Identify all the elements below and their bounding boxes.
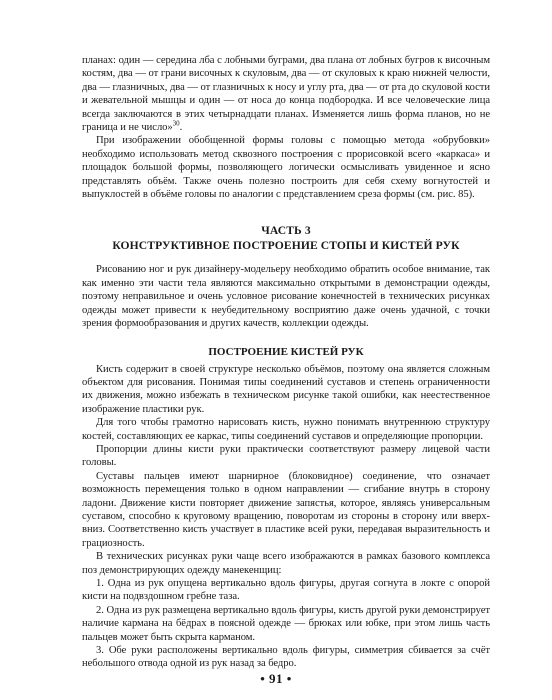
- section-title: ПОСТРОЕНИЕ КИСТЕЙ РУК: [208, 345, 364, 358]
- page-number: • 91 •: [260, 671, 292, 686]
- section-paragraph: В технических рисунках руки чаще всего изображаются в рамках базового комплекса поз демонстрирующих одежду манекенщиц:: [82, 551, 490, 576]
- list-item-3: 3. Обе руки расположены вертикально вдоль фигуры, симметрия сбивается за счёт небольшого отвода одной из рук назад за бедро.: [82, 645, 490, 670]
- page-content: [82, 54, 490, 671]
- intro-paragraph-1-text: планах: один — середина лба с лобными буграми, два плана от лобных бугров к височным костям, два — от грани височных к скуловым, два — от скуловых к краю нижней челюсти, два — глазничных, два — от глазничных к носу и углу рта, два — от рта до скуловой кости и жевательной мышцы и один — от носа до конца подбородка. И все человеческие лица всегда заключаются в этих четырнадцати планах. Изменяется лишь форма планов, но не граница и не число»: [82, 55, 490, 134]
- section-paragraph: Кисть содержит в своей структуре несколько объёмов, поэтому она является сложным объектом для рисования. Понимая типы соединений суставов и степень ограниченности их движения, можно избежать в техническом рисунке такой ошибки, как неестественное изображение пластики рук.: [82, 363, 490, 415]
- part-label: ЧАСТЬ 3: [261, 224, 311, 238]
- list-item-2: 2. Одна из рук размещена вертикально вдоль фигуры, кисть другой руки демонстрирует наличие кармана на бёдрах в поясной одежде — брюках или юбке, при этом лишь часть пальцев может быть скрыта карманом.: [82, 604, 490, 643]
- list-item-1: 1. Одна из рук опущена вертикально вдоль фигуры, другая согнута в локте с опорой кисти на подвздошном гребне таза.: [82, 578, 490, 603]
- section-paragraph: Пропорции длины кисти руки практически соответствуют размеру лицевой части головы.: [82, 443, 490, 469]
- section-paragraph: Суставы пальцев имеют шарнирное (блоковидное) соединение, что означает возможность перемещения только в одном направлении — сгибание внутрь в сторону ладони. Движение кисти повторяет движение запястья, которое, являясь универсальным суставом, способно к круговому вращению, поворотам из стороны в сторону или вверх-вниз. Соответственно кисть участвует в пластике всей руки, передавая выразительность и грациозность.: [82, 470, 490, 549]
- part-title: КОНСТРУКТИВНОЕ ПОСТРОЕНИЕ СТОПЫ И КИСТЕЙ РУК: [112, 239, 460, 253]
- part-paragraph-1: Рисованию ног и рук дизайнеру-модельеру необходимо обратить особое внимание, так как именно эти части тела являются максимально открытыми в демонстрации одежды, поэтому неправильное и очень условное рисование конечностей в технических рисунках одежды может привести к неубедительному восприятию даже очень удачной, с точки зрения формообразования и других качеств, коллекции одежды.: [82, 264, 490, 330]
- footnote-ref[interactable]: 30: [172, 119, 180, 128]
- intro-paragraph-2: При изображении обобщенной формы головы с помощью метода «обрубовки» необходимо использовать метод сквозного построения с прорисовкой всего «каркаса» и площадок большой формы, позволяющего логически осмысливать увиденное и ясно представлять объём. Также очень полезно построить для себя схему вогнутостей и выпуклостей в объёме головы по аналогии с представлением среза формы (см. рис. 85).: [82, 135, 490, 201]
- intro-paragraph-1-end: .: [179, 122, 183, 134]
- section-paragraph: Для того чтобы грамотно нарисовать кисть, нужно понимать внутреннюю структуру костей, составляющих ее каркас, типы соединений суставов и определяющие пропорции.: [82, 417, 490, 442]
- intro-paragraph-1: [82, 54, 490, 134]
